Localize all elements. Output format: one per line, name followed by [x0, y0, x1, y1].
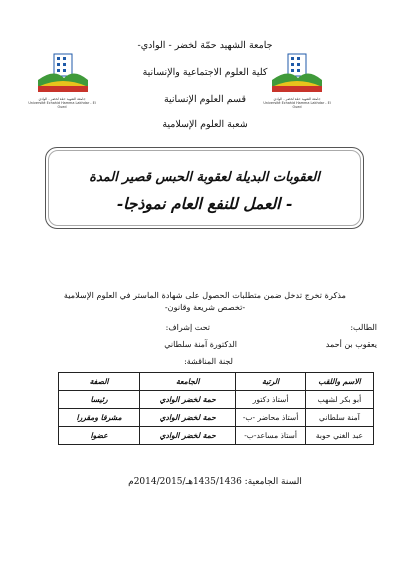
table-row — [59, 409, 374, 427]
supervisor-label: تحت إشراف: — [165, 323, 210, 332]
title-frame-inner-border — [48, 150, 361, 226]
member-university: حمة لخضر الوادي — [140, 391, 236, 409]
header-rank: الرتبة — [236, 373, 306, 391]
member-role: مشرفا ومقررا — [59, 409, 140, 427]
logo-caption-fr: Université Echahid Hamma Lakhdar - El Oued — [263, 101, 331, 109]
memo-description: مذكرة تخرج تدخل ضمن متطلبات الحصول على شهادة الماستر في العلوم الإسلامية — [63, 290, 347, 300]
committee-table — [58, 372, 374, 445]
university-name: جامعة الشهيد حمّة لخضر - الوادي- — [137, 40, 273, 51]
student-name: يعقوب بن أحمد — [325, 340, 377, 349]
member-name: عبد الغني حوبة — [305, 427, 373, 445]
member-university: حمة لخضر الوادي — [140, 427, 236, 445]
table-row — [59, 427, 374, 445]
faculty-name: كلية العلوم الاجتماعية والإنسانية — [142, 67, 268, 78]
academic-year: السنة الجامعية: 1435/1436هـ/2014/2015م — [128, 477, 302, 487]
title-frame — [45, 147, 364, 229]
member-rank: أستاذ مساعد-ب- — [236, 427, 306, 445]
logo-caption-ar: جامعة الشهيد حمّة لخضر - الوادي — [273, 97, 321, 101]
member-rank: أستاذ محاضر -ب- — [236, 409, 306, 427]
header-university: الجامعة — [140, 373, 236, 391]
committee-label: لجنة المناقشة: — [184, 357, 233, 366]
member-rank: أستاذ دكتور — [236, 391, 306, 409]
department-name: قسم العلوم الإنسانية — [163, 94, 247, 105]
header-role: الصفة — [59, 373, 140, 391]
division-name: شعبة العلوم الإسلامية — [162, 119, 248, 130]
logo-caption-ar: جامعة الشهيد حمّة لخضر - الوادي — [38, 97, 86, 101]
student-label: الطالب: — [350, 323, 377, 332]
thesis-title-line2: - العمل للنفع العام نموذجا- — [116, 194, 293, 213]
memo-specialty: -تخصص شريعة وقانون- — [164, 302, 246, 312]
member-name: آمنة سلطاني — [305, 409, 373, 427]
committee-table-header — [59, 373, 374, 391]
thesis-title-line1: العقوبات البديلة لعقوبة الحبس قصير المدة — [89, 170, 320, 185]
member-name: أبو بكر لشهب — [305, 391, 373, 409]
member-university: حمة لخضر الوادي — [140, 409, 236, 427]
member-role: رئيسا — [59, 391, 140, 409]
header-name: الاسم واللقب — [305, 373, 373, 391]
member-role: عضوا — [59, 427, 140, 445]
logo-caption-fr: Université Echahid Hamma Lakhdar - El Oued — [28, 101, 96, 109]
table-row — [59, 391, 374, 409]
supervisor-name: الدكتورة آمنة سلطاني — [164, 340, 237, 349]
